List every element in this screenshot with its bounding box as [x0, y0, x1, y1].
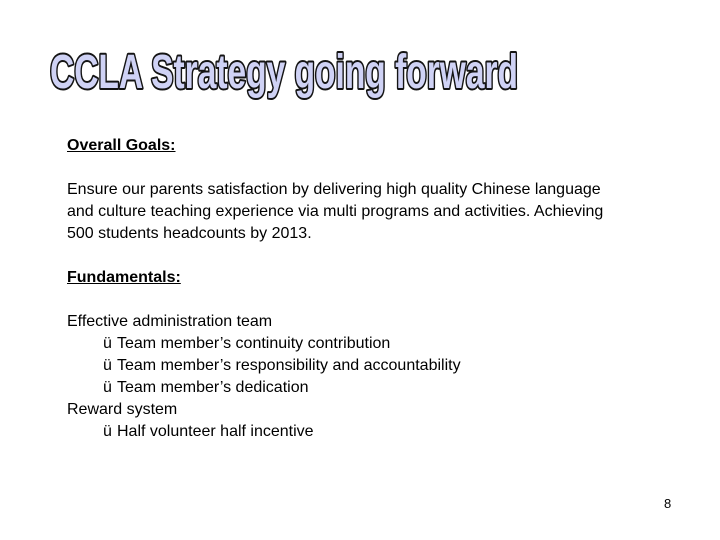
check-icon: ü: [103, 379, 112, 396]
checklist-item: [67, 377, 627, 399]
slide-title-wordart: [46, 40, 526, 102]
page-number: 8: [664, 496, 672, 511]
group-label: Effective administration team: [67, 313, 273, 330]
slide-title: [46, 40, 526, 102]
slide-title-text: CCLA Strategy going forward: [50, 46, 518, 99]
checklist-item: [67, 355, 627, 377]
overall-goals-text: Ensure our parents satisfaction by delivering high quality Chinese language and culture teaching experience via multi programs and activities. Achieving 500 students headcounts by 2013.: [67, 181, 604, 242]
slide-content: [67, 135, 627, 443]
fundamentals-heading: Fundamentals:: [67, 269, 181, 286]
fundamentals-group: [67, 311, 627, 399]
checklist-item: [67, 421, 627, 443]
fundamentals-group: [67, 399, 627, 443]
checklist-item-text: Team member’s dedication: [117, 379, 309, 396]
checklist-item-text: Half volunteer half incentive: [117, 423, 314, 440]
checklist-item-text: Team member’s responsibility and accountability: [117, 357, 461, 374]
check-icon: ü: [103, 423, 112, 440]
check-icon: ü: [103, 357, 112, 374]
checklist-item-text: Team member’s continuity contribution: [117, 335, 391, 352]
check-icon: ü: [103, 335, 112, 352]
overall-goals-heading: Overall Goals:: [67, 137, 176, 154]
checklist-item: [67, 333, 627, 355]
group-label: Reward system: [67, 401, 178, 418]
